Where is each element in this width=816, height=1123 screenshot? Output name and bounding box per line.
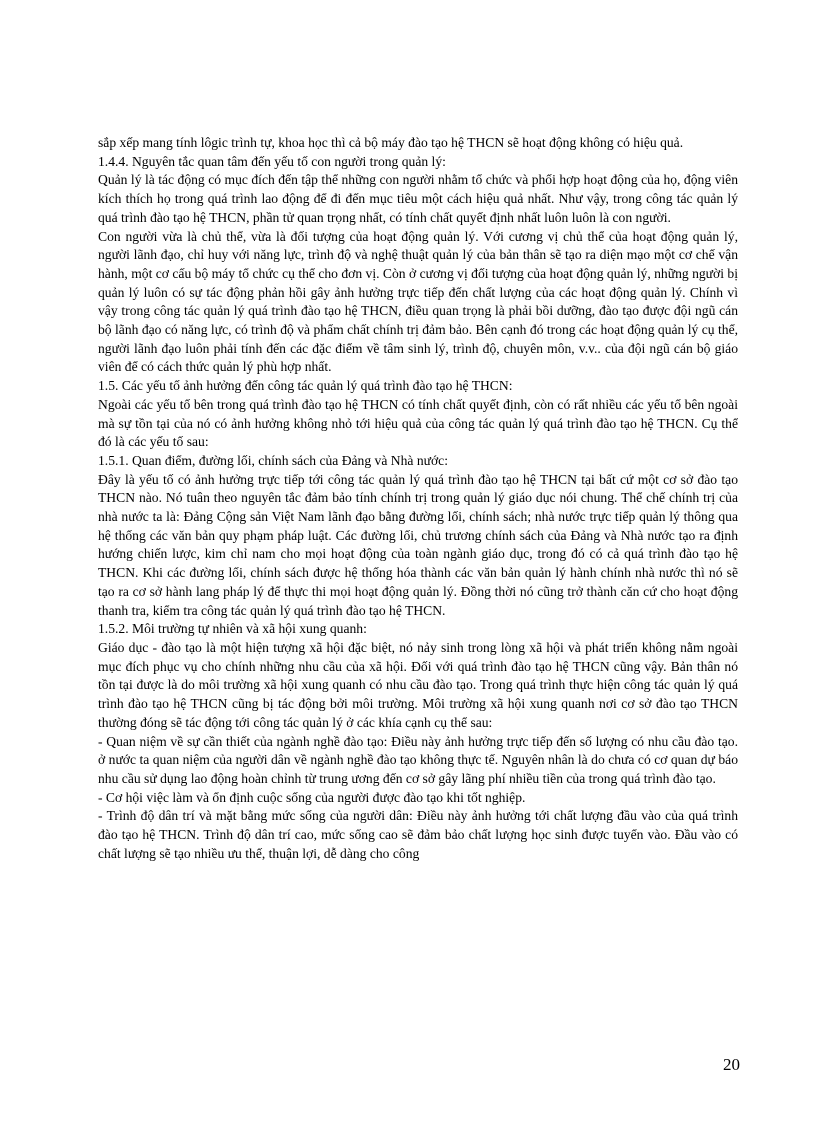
section-heading: 1.4.4. Nguyên tắc quan tâm đến yếu tố con người trong quản lý: [98,153,446,169]
list-item: - Trình độ dân trí và mặt bằng mức sống của người dân: Điều này ảnh hưởng tới chất lượng đầu vào của quá trình đào tạo hệ THCN. Trình độ dân trí cao, mức sống cao sẽ đảm bảo chất lượng học sinh được tuyển vào. Đầu vào có chất lượng sẽ tạo nhiều ưu thế, thuận lợi, dễ dàng cho công [98,808,738,861]
paragraph: sắp xếp mang tính lôgic trình tự, khoa học thì cả bộ máy đào tạo hệ THCN sẽ hoạt động không có hiệu quả. [98,135,684,150]
paragraph: Giáo dục - đào tạo là một hiện tượng xã hội đặc biệt, nó nảy sinh trong lòng xã hội và phát triển không nằm ngoài mục đích phục vụ cho chính những nhu cầu của xã hội. Đối với quá trình đào tạo hệ THCN cũng vậy. Bản thân nó tồn tại được là do môi trường xã hội xung quanh có nhu cầu đào tạo. Trong quá trình thực hiện công tác quản lý quá trình đào tạo hệ THCN cũng bị tác động bởi môi trường. Môi trường xã hội xung quanh nơi cơ sở đào tạo THCN thường đóng sẽ tác động tới công tác quản lý ở các khía cạnh cụ thể sau: [98,639,738,730]
page-number: 20 [723,1055,740,1074]
section-heading: 1.5. Các yếu tố ảnh hưởng đến công tác quản lý quá trình đào tạo hệ THCN: [98,378,513,394]
paragraph: Đây là yếu tố có ảnh hưởng trực tiếp tới công tác quản lý quá trình đào tạo hệ THCN tại bất cứ một cơ sở đào tạo THCN nào. Nó tuân theo nguyên tắc đảm bảo tính chính trị trong quản lý giáo dục nói chung. Thể chế chính trị của nhà nước ta là: Đảng Cộng sản Việt Nam lãnh đạo bằng đường lối, chính sách; nhà nước trực tiếp quản lý thông qua hệ thống các văn bản quy phạm pháp luật. Các đường lối, chủ trương chính sách của Đảng và Nhà nước tạo ra định hướng chiến lược, kim chỉ nam cho mọi hoạt động của toàn ngành giáo dục, trong đó có cả quá trình đào tạo hệ THCN. Khi các đường lối, chính sách được hệ thống hóa thành các văn bản quản lý hành chính nhà nước thì nó sẽ tạo ra cơ sở hành lang pháp lý để thực thi mọi hoạt động quản lý. Đồng thời nó cũng trở thành căn cứ cho hoạt động thanh tra, kiểm tra công tác quản lý quá trình đào tạo hệ THCN. [98,471,738,618]
list-item: - Quan niệm về sự cần thiết của ngành nghề đào tạo: Điều này ảnh hưởng trực tiếp đến số lượng có nhu cầu đào tạo. ở nước ta quan niệm của người dân về ngành nghề đào tạo không thực tế. Nguyên nhân là do chưa có cơ quan dự báo nhu cầu sử dụng lao động hoàn chỉnh từ trung ương đến cơ sở gây lãng phí nhiều tiền của trong quá trình đào tạo. [98,733,738,786]
paragraph: Quản lý là tác động có mục đích đến tập thể những con người nhằm tổ chức và phối hợp hoạt động của họ, động viên kích thích họ trong quá trình lao động để đi đến mục tiêu một cách hiệu quả nhất. Như vậy, trong công tác quản lý quá trình đào tạo hệ THCN, phần tử quan trọng nhất, có tính chất quyết định nhất luôn luôn là con người. [98,172,738,225]
paragraph: Ngoài các yếu tố bên trong quá trình đào tạo hệ THCN có tính chất quyết định, còn có rất nhiều các yếu tố bên ngoài mà sự tồn tại của nó có ảnh hưởng không nhỏ tới hiệu quả của công tác quản lý quá trình đào tạo hệ THCN. Cụ thể đó là các yếu tố sau: [98,396,738,450]
section-heading: 1.5.1. Quan điểm, đường lối, chính sách của Đảng và Nhà nước: [98,452,448,468]
list-item: - Cơ hội việc làm và ổn định cuộc sống của người được đào tạo khi tốt nghiệp. [98,789,526,805]
document-body [98,134,738,863]
section-heading: 1.5.2. Môi trường tự nhiên và xã hội xung quanh: [98,621,367,637]
paragraph: Con người vừa là chủ thể, vừa là đối tượng của hoạt động quản lý. Với cương vị chủ thể của hoạt động quản lý, người lãnh đạo, chỉ huy với năng lực, trình độ và nghệ thuật quản lý của bản thân sẽ tạo ra diện mạo một cơ chế vận hành, một cơ cấu bộ máy tổ chức cụ thể cho đơn vị. Còn ở cương vị đối tượng của hoạt động quản lý, những người bị quản lý luôn có sự tác động phản hồi gây ảnh hưởng trực tiếp đến chất lượng của các hoạt động quản lý. Chính vì vậy trong công tác quản lý quá trình đào tạo hệ THCN, điều quan trọng là phải bồi dưỡng, đào tạo được đội ngũ cán bộ lãnh đạo có năng lực, có trình độ và phẩm chất chính trị đảm bảo. Bên cạnh đó trong các hoạt động quản lý cụ thể, người lãnh đạo luôn phải tính đến các đặc điểm về tâm sinh lý, trình độ, chuyên môn, v.v.. của đội ngũ cán bộ giáo viên để có cách thức quản lý phù hợp nhất. [98,228,738,375]
